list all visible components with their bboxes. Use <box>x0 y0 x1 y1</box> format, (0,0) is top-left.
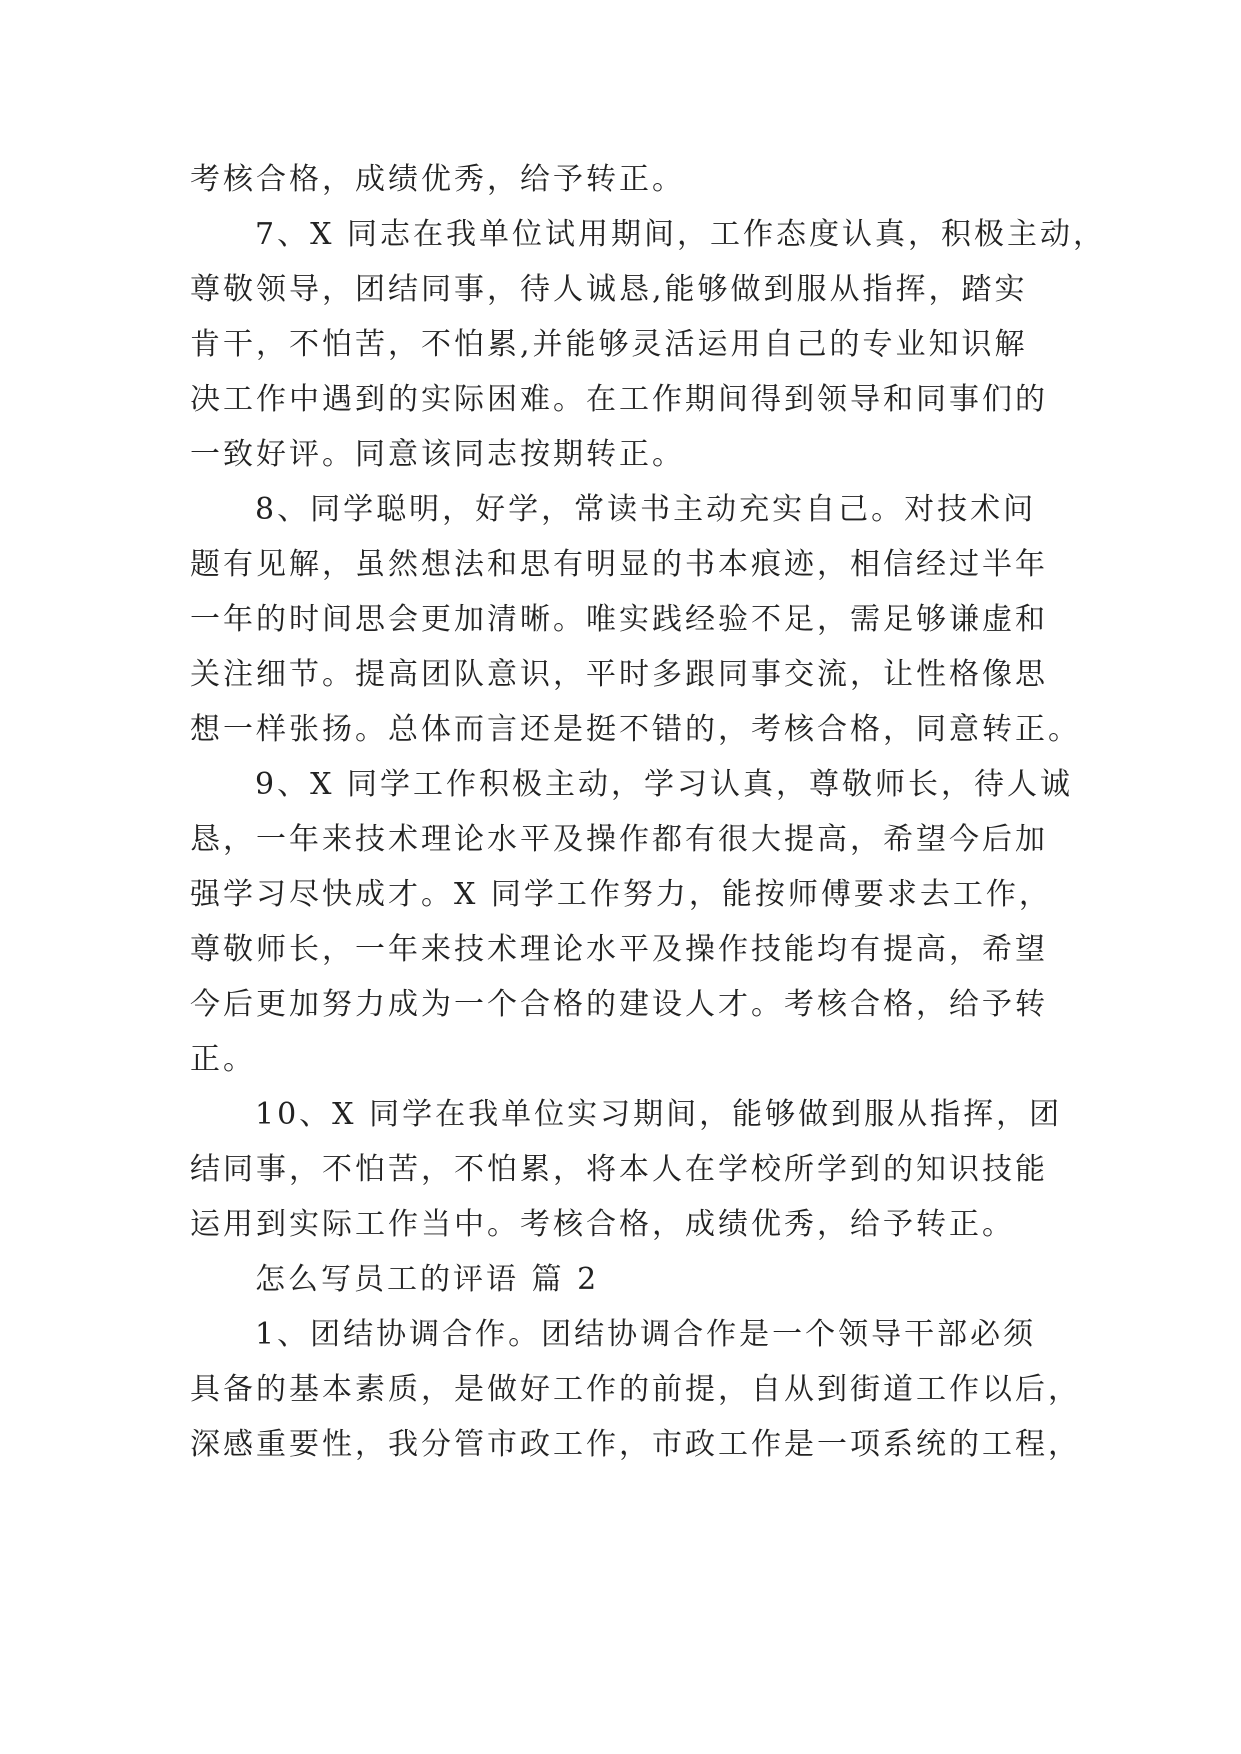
text-line: 肯干，不怕苦，不怕累,并能够灵活运用自己的专业知识解 <box>190 327 1028 362</box>
text-line: 今后更加努力成为一个合格的建设人才。考核合格，给予转 <box>190 987 1048 1022</box>
text-line: 考核合格，成绩优秀，给予转正。 <box>190 162 685 197</box>
section-heading: 怎么写员工的评语 篇 2 <box>255 1262 600 1297</box>
text-line-paragraph-start: 8、同学聪明，好学，常读书主动充实自己。对技术问 <box>255 492 1037 527</box>
text-line: 一年的时间思会更加清晰。唯实践经验不足，需足够谦虚和 <box>190 602 1048 637</box>
text-line-paragraph-start: 7、X 同志在我单位试用期间，工作态度认真，积极主动， <box>255 217 1106 252</box>
text-line-paragraph-start: 1、团结协调合作。团结协调合作是一个领导干部必须 <box>255 1317 1037 1352</box>
text-line: 题有见解，虽然想法和思有明显的书本痕迹，相信经过半年 <box>190 547 1048 582</box>
text-line: 尊敬领导，团结同事，待人诚恳,能够做到服从指挥，踏实 <box>190 272 1028 307</box>
text-line: 正。 <box>190 1042 256 1077</box>
text-line-paragraph-start: 10、X 同学在我单位实习期间，能够做到服从指挥，团 <box>255 1097 1063 1132</box>
text-line: 一致好评。同意该同志按期转正。 <box>190 437 685 472</box>
text-line: 具备的基本素质，是做好工作的前提，自从到街道工作以后， <box>190 1372 1081 1407</box>
document-body <box>190 152 1106 1472</box>
text-line: 结同事，不怕苦，不怕累，将本人在学校所学到的知识技能 <box>190 1152 1048 1187</box>
text-line-paragraph-start: 9、X 同学工作积极主动，学习认真，尊敬师长，待人诚 <box>255 767 1073 802</box>
text-line: 强学习尽快成才。X 同学工作努力，能按师傅要求去工作， <box>190 877 1052 912</box>
text-line: 深感重要性，我分管市政工作，市政工作是一项系统的工程， <box>190 1427 1081 1462</box>
text-line: 决工作中遇到的实际困难。在工作期间得到领导和同事们的 <box>190 382 1048 417</box>
text-line: 运用到实际工作当中。考核合格，成绩优秀，给予转正。 <box>190 1207 1015 1242</box>
text-line: 关注细节。提高团队意识，平时多跟同事交流，让性格像思 <box>190 657 1048 692</box>
text-line: 恳，一年来技术理论水平及操作都有很大提高，希望今后加 <box>190 822 1048 857</box>
text-line: 尊敬师长，一年来技术理论水平及操作技能均有提高，希望 <box>190 932 1048 967</box>
text-line: 想一样张扬。总体而言还是挺不错的，考核合格，同意转正。 <box>190 712 1081 747</box>
